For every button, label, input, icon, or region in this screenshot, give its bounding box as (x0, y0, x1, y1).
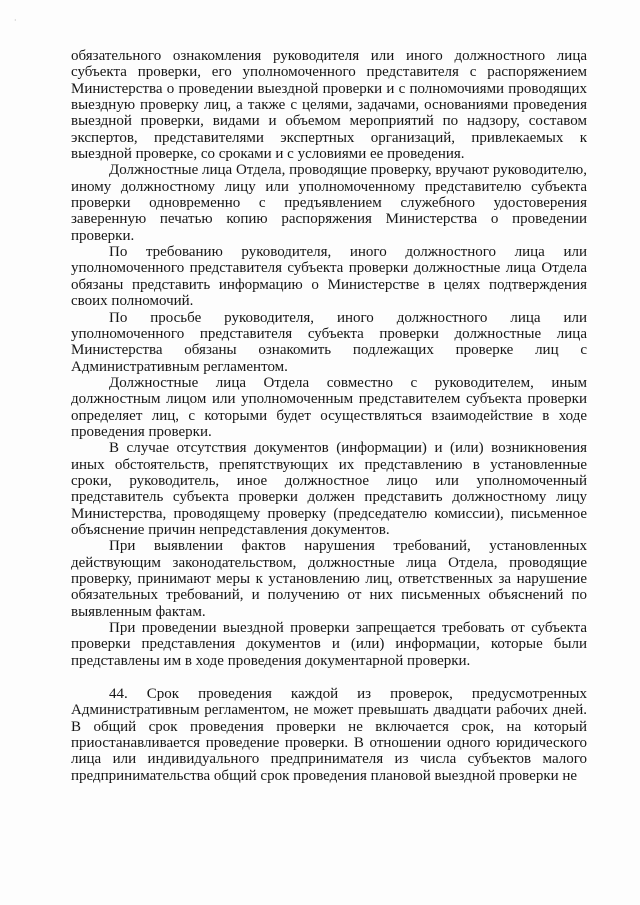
scan-mark: · (14, 16, 17, 25)
paragraph-information-request: По требованию руководителя, иного должностного лица или уполномоченного представителя субъекта проверки должностные лица Отдела обязаны представить информацию о Министерстве в целях подтверждения своих полномочий. (71, 244, 587, 310)
paragraph-section-44: 44. Срок проведения каждой из проверок, предусмотренных Административным регламентом, не может превышать двадцати рабочих дней. В общий срок проведения проверки не включается срок, на который приостанавливается проведение проверки. В отношении одного юридического лица или индивидуального предпринимателя из числа субъектов малого предпринимательства общий срок проведения плановой выездной проверки не (71, 686, 587, 784)
paragraph-regulation-familiarization: По просьбе руководителя, иного должностного лица или уполномоченного представителя субъекта проверки должностные лица Министерства обязаны ознакомить подлежащих проверке лиц с Административным регламентом. (71, 309, 587, 375)
paragraph-violations: При выявлении фактов нарушения требований, установленных действующим законодательством, должностные лица Отдела, проводящие проверку, принимают меры к установлению лиц, ответственных за нарушение обязательных требований, и получению от них письменных объяснений по выявленным фактам. (71, 538, 587, 620)
paragraph-delivery-of-order: Должностные лица Отдела, проводящие проверку, вручают руководителю, иному должностному лицу или уполномоченному представителю субъекта проверки одновременно с предъявлением служебного удостоверения заверенную печатью копию распоряжения Министерства о проведении проверки. (71, 162, 588, 244)
paragraph-continuation: обязательного ознакомления руководителя или иного должностного лица субъекта проверки, его уполномоченного представителя с распоряжением Министерства о проведении выездной проверки и с полномочиями проводящих выездную проверку лиц, а также с целями, задачами, основаниями проведения выездной проверки, видами и объемом мероприятий по надзору, составом экспертов, представителями экспертных организаций, привлекаемых к выездной проверке, со сроками и с условиями ее проведения. (71, 48, 587, 163)
paragraph-prohibition: При проведении выездной проверки запрещается требовать от субъекта проверки представления документов и (или) информации, которые были представлены им в ходе проведения документарной проверки. (71, 620, 587, 669)
document-body (71, 48, 587, 784)
paragraph-missing-documents: В случае отсутствия документов (информации) и (или) возникновения иных обстоятельств, препятствующих их представлению в установленные сроки, руководитель, иное должностное лицо или уполномоченный представитель субъекта проверки должен представить должностному лицу Министерства, проводящему проверку (председателю комиссии), письменное объяснение причин непредставления документов. (71, 440, 587, 538)
paragraph-interaction-persons: Должностные лица Отдела совместно с руководителем, иным должностным лицом или уполномоченным представителем субъекта проверки определяет лиц, с которыми будет осуществляться взаимодействие в ходе проведения проверки. (71, 374, 587, 440)
